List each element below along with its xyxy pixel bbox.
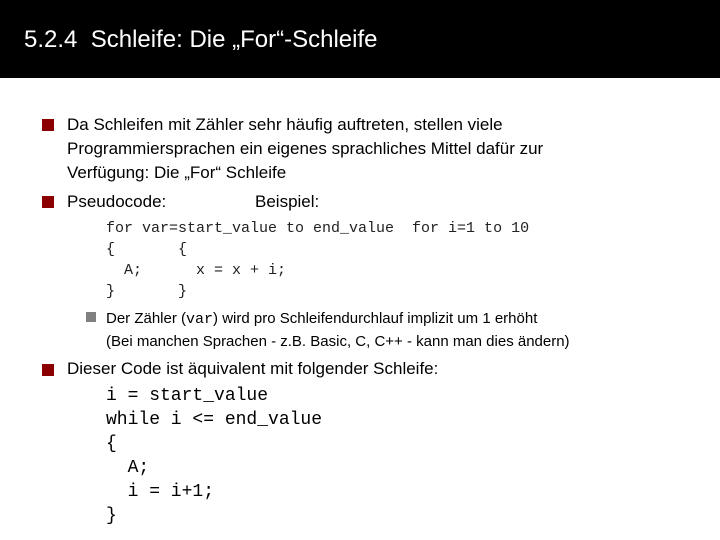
while-code-line-5: i = i+1; [106,482,215,502]
for-code-line-4: } } [106,283,188,300]
bullet-3-text: Dieser Code ist äquivalent mit folgender Schleife: [67,359,439,378]
slide-title-text: Schleife: Die „For“-Schleife [90,26,378,53]
counter-note-line-2: (Bei manchen Sprachen - z.B. Basic, C, C++ - kann man dies ändern) [106,333,570,350]
pseudocode-label: Pseudocode: [67,192,167,211]
bullet-marker-1 [42,119,54,131]
bullet-1-line-2: Programmiersprachen ein eigenes sprachliches Mittel dafür zur [67,139,544,158]
while-code-line-1: i = start_value [106,386,269,406]
bullet-marker-2 [42,196,54,208]
while-code-line-6: } [106,506,117,526]
bullet-1-line-1: Da Schleifen mit Zähler sehr häufig auftreten, stellen viele [67,115,503,134]
while-code-line-3: { [106,434,117,454]
slide-title-number: 5.2.4 [24,26,78,53]
for-code-line-2: { { [106,241,188,258]
slide-title-bar [0,0,720,78]
bullet-1-line-3: Verfügung: Die „For“ Schleife [67,163,287,182]
counter-note-prefix: Der Zähler ( [106,310,187,327]
counter-note-code: var [186,311,214,328]
sub-bullet-marker [86,312,96,322]
for-code-line-1: for var=start_value to end_value for i=1 to 10 [106,220,530,237]
counter-note-line-1 [106,308,537,330]
bullet-marker-3 [42,364,54,376]
example-label: Beispiel: [255,192,320,211]
while-code-line-2: while i <= end_value [106,410,323,430]
for-code-line-3: A; x = x + i; [106,262,287,279]
slide-title [24,26,378,54]
counter-note-suffix: ) wird pro Schleifendurchlauf implizit um 1 erhöht [213,310,538,327]
while-code-line-4: A; [106,458,150,478]
